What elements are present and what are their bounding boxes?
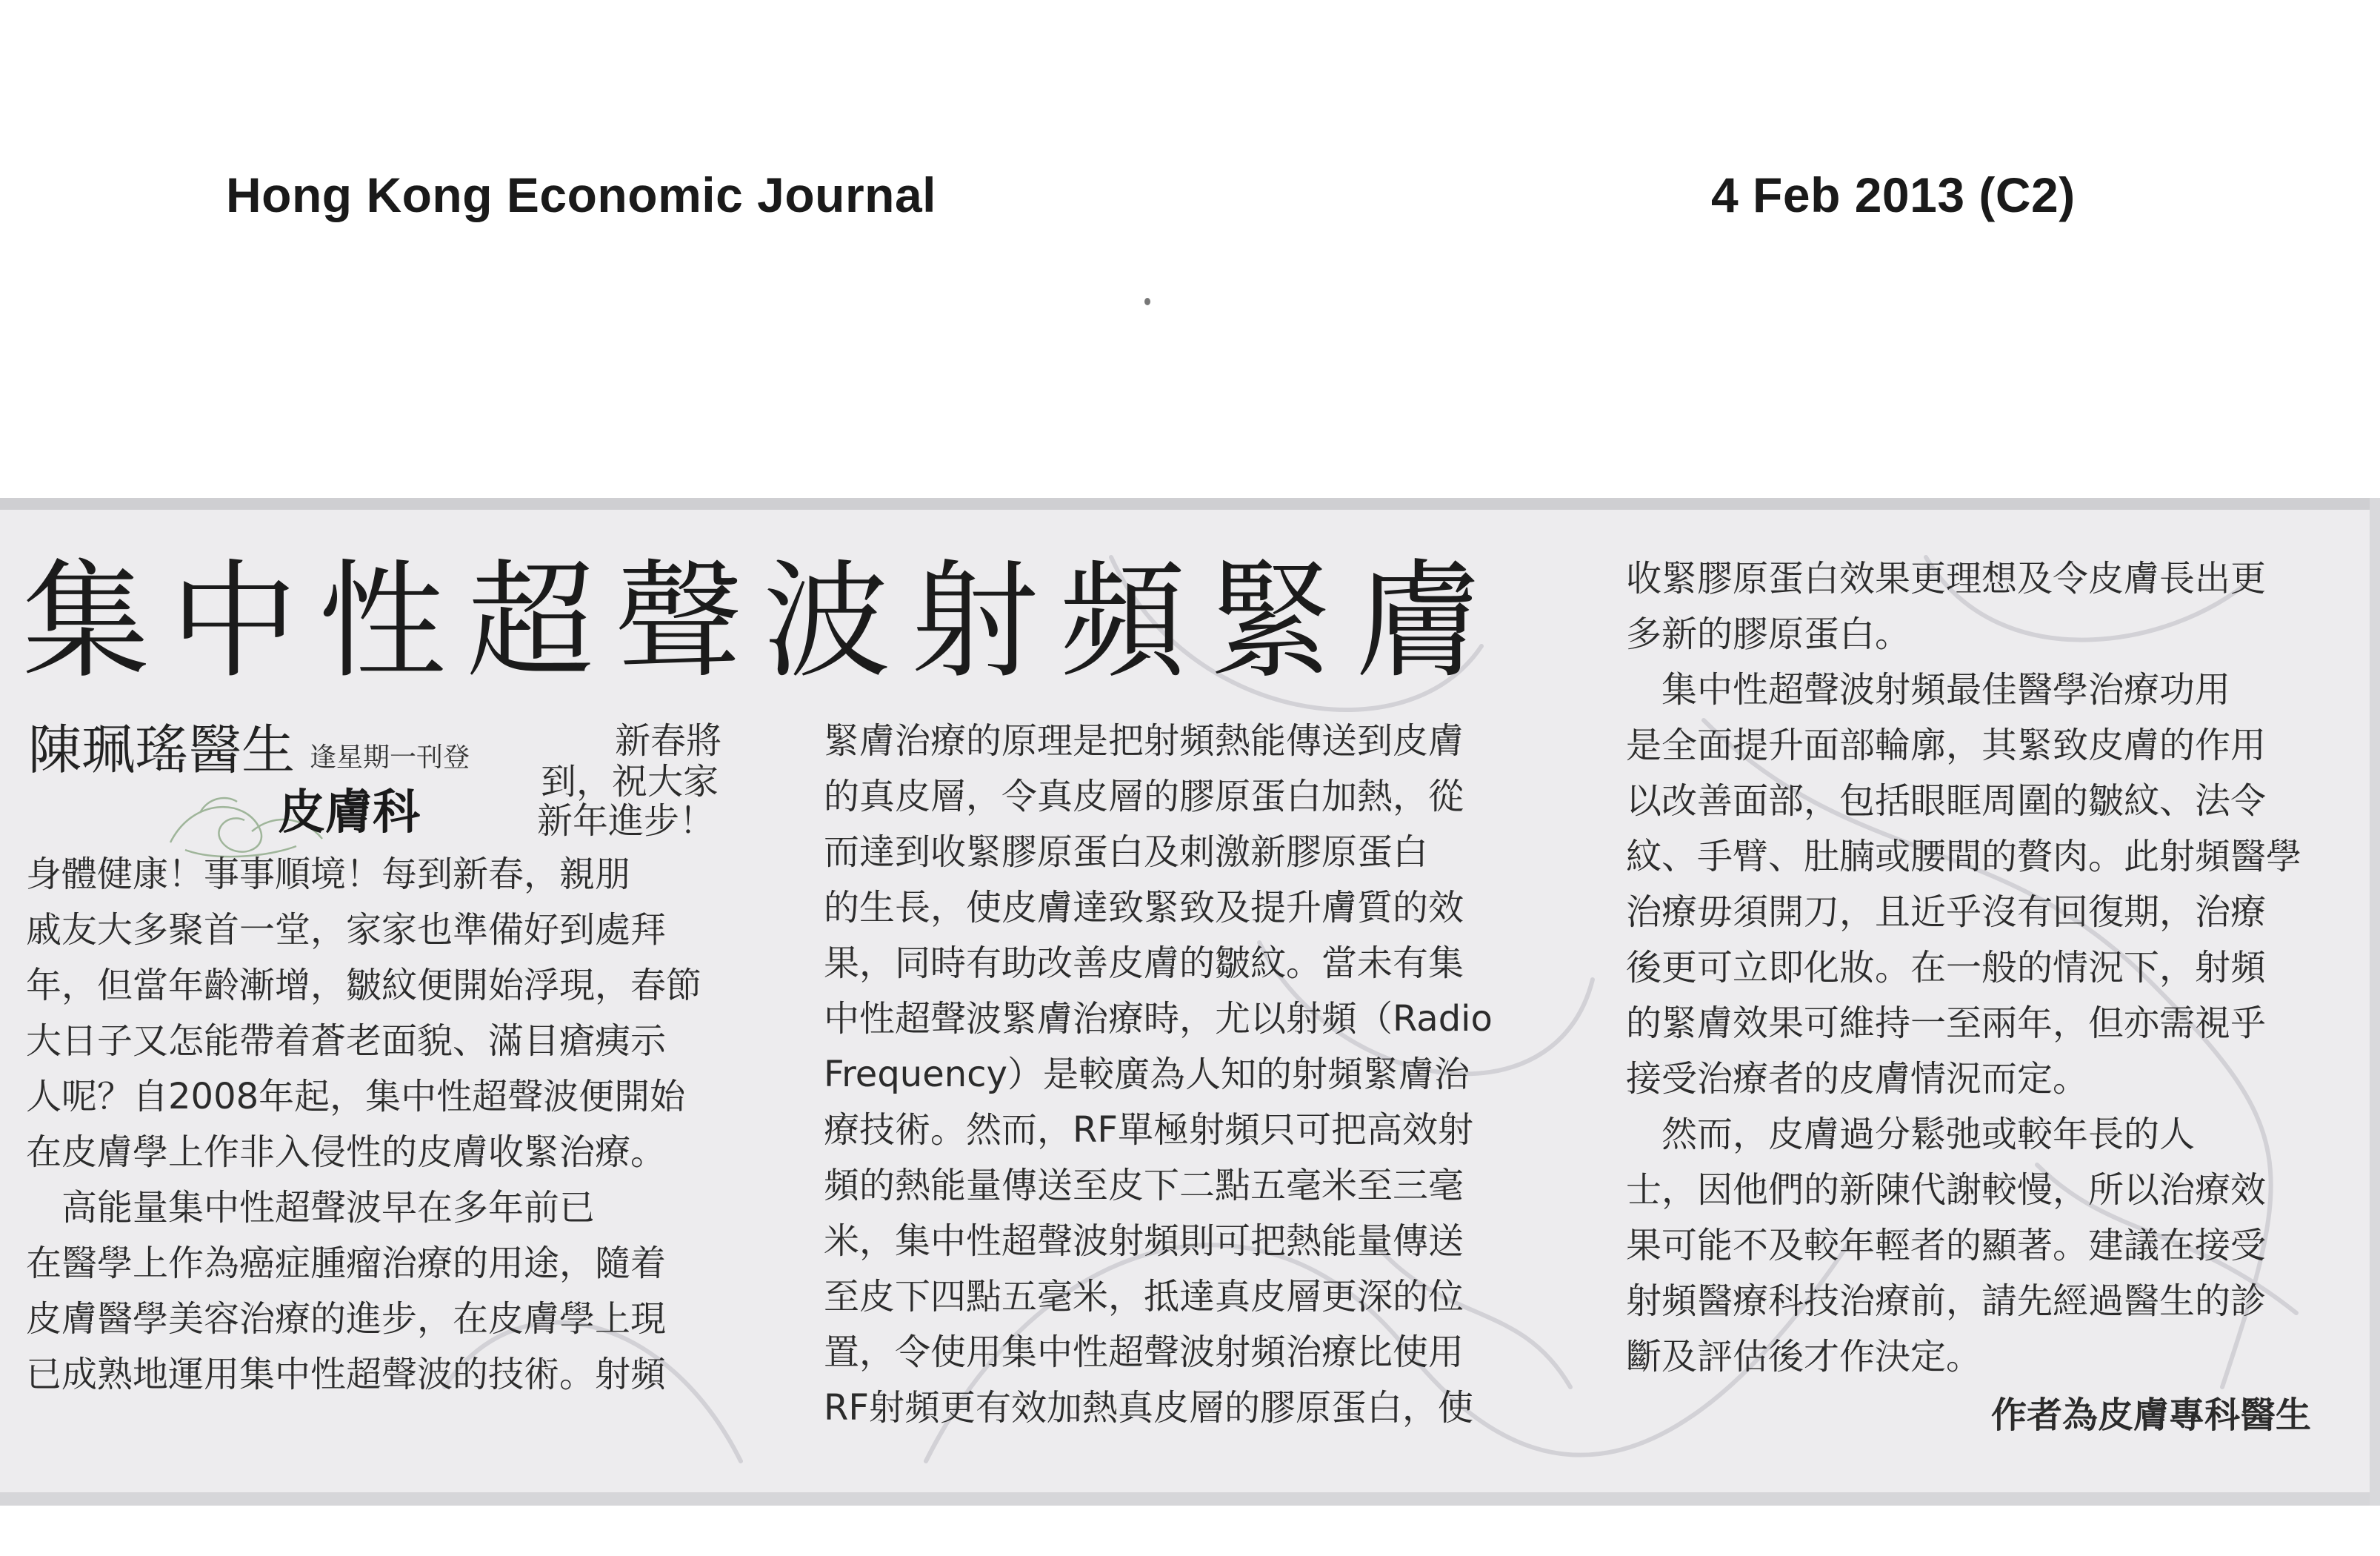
body-line: 集中性超聲波射頻最佳醫學治療功用 [1626, 669, 2231, 711]
body-line: 治療毋須開刀，且近乎沒有回復期，治療 [1626, 891, 2267, 933]
article-title: 集中性超聲波射頻緊膚 [22, 547, 1504, 696]
publication-date: 4 Feb 2013 (C2) [1711, 167, 2076, 222]
body-line: 斷及評估後才作決定。 [1626, 1336, 1982, 1377]
body-line: 身體健康！事事順境！每到新春，親朋 [26, 854, 631, 895]
body-line: 置，令使用集中性超聲波射頻治療比使用 [824, 1331, 1464, 1373]
body-line: 收緊膠原蛋白效果更理想及令皮膚長出更 [1626, 558, 2267, 599]
body-line: 在醫學上作為癌症腫瘤治療的用途，隨着 [26, 1243, 667, 1284]
body-line: 皮膚醫學美容治療的進步，在皮膚學上現 [26, 1298, 667, 1340]
column-schedule: 逢星期一刊登 [310, 742, 470, 773]
body-line: 接受治療者的皮膚情況而定。 [1626, 1058, 2089, 1100]
body-line: 是全面提升面部輪廓，其緊致皮膚的作用 [1626, 725, 2267, 766]
body-line: 已成熟地運用集中性超聲波的技術。射頻 [26, 1354, 667, 1395]
author-name: 陳珮瑤醫生 [28, 719, 296, 781]
body-line: 頻的熱能量傳送至皮下二點五毫米至三毫 [824, 1165, 1464, 1206]
body-line: 果可能不及較年輕者的顯著。建議在接受 [1626, 1225, 2267, 1266]
body-line: 新年進步！ [537, 800, 716, 842]
body-line: 緊膚治療的原理是把射頻熱能傳送到皮膚 [824, 720, 1464, 762]
body-line: 後更可立即化妝。在一般的情況下，射頻 [1626, 947, 2267, 988]
body-line: 年，但當年齡漸增，皺紋便開始浮現，春節 [26, 965, 702, 1006]
body-line: 的緊膚效果可維持一至兩年，但亦需視乎 [1626, 1003, 2267, 1044]
publication-name: Hong Kong Economic Journal [226, 167, 937, 222]
body-line: 然而，皮膚過分鬆弛或較年長的人 [1626, 1114, 2196, 1155]
body-line: 在皮膚學上作非入侵性的皮膚收緊治療。 [26, 1131, 667, 1173]
body-line: 而達到收緊膠原蛋白及刺激新膠原蛋白 [824, 831, 1429, 873]
column-category: 皮膚科 [278, 785, 420, 840]
author-byline: 作者為皮膚專科醫生 [1991, 1394, 2312, 1436]
body-line: 紋、手臂、肚腩或腰間的贅肉。此射頻醫學 [1626, 836, 2302, 877]
body-line: 高能量集中性超聲波早在多年前已 [26, 1187, 596, 1228]
body-line: 米，集中性超聲波射頻則可把熱能量傳送 [824, 1220, 1464, 1262]
body-line: 療技術。然而，RF單極射頻只可把高效射 [824, 1109, 1473, 1151]
body-line: Frequency）是較廣為人知的射頻緊膚治 [824, 1054, 1470, 1095]
scan-speck [1144, 298, 1150, 305]
body-line: 新春將 [615, 720, 722, 762]
body-line: 多新的膠原蛋白。 [1626, 614, 1911, 655]
body-line: 果，同時有助改善皮膚的皺紋。當未有集 [824, 942, 1464, 984]
body-line: 到，祝大家 [541, 761, 719, 802]
body-line: RF射頻更有效加熱真皮層的膠原蛋白，使 [824, 1387, 1473, 1429]
newspaper-clipping [0, 498, 2380, 1506]
body-line: 中性超聲波緊膚治療時，尤以射頻（Radio [824, 998, 1493, 1040]
body-line: 士，因他們的新陳代謝較慢，所以治療效 [1626, 1169, 2267, 1211]
body-line: 至皮下四點五毫米，抵達真皮層更深的位 [824, 1276, 1464, 1317]
body-line: 的生長，使皮膚達致緊致及提升膚質的效 [824, 887, 1464, 928]
body-line: 的真皮層，令真皮層的膠原蛋白加熱，從 [824, 776, 1464, 817]
body-line: 戚友大多聚首一堂，家家也準備好到處拜 [26, 909, 667, 951]
body-line: 人呢？自2008年起，集中性超聲波便開始 [26, 1076, 686, 1117]
body-line: 射頻醫療科技治療前，請先經過醫生的診 [1626, 1280, 2267, 1322]
body-line: 大日子又怎能帶着蒼老面貌、滿目瘡痍示 [26, 1020, 667, 1062]
body-line: 以改善面部，包括眼眶周圍的皺紋、法令 [1626, 780, 2267, 822]
